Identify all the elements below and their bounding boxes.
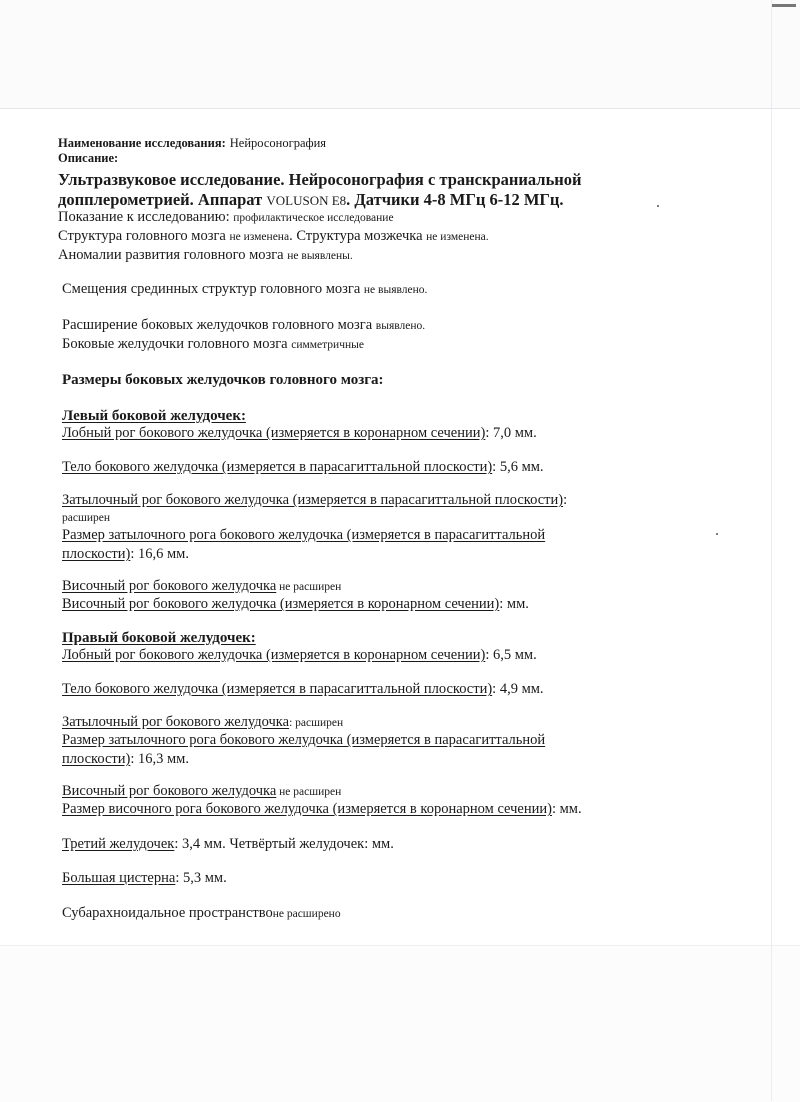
midline-label: Смещения срединных структур головного мозга [62, 281, 364, 297]
left-body-value: : 5,6 мм. [492, 459, 544, 475]
subarachnoid-label: Субарахноидальное пространство [62, 905, 273, 921]
left-temporal-line [62, 578, 341, 595]
left-temporal-value: не расширен [276, 581, 342, 593]
right-temporal-size-label: Размер височного рога бокового желудочка (измеряется в коронарном сечении) [62, 801, 552, 817]
left-body-label: Тело бокового желудочка (измеряется в парасагиттальной плоскости) [62, 459, 493, 475]
left-occipital-label: Затылочный рог бокового желудочка (измеряется в парасагиттальной плоскости) [62, 492, 564, 508]
study-name-value: Нейросонография [229, 136, 327, 150]
third-ventricle-label: Третий желудочек [62, 836, 175, 852]
scan-top-margin [0, 0, 800, 109]
left-temporal-size-label: Височный рог бокового желудочка (измеряется в коронарном сечении) [62, 596, 500, 612]
midline-value: не выявлено. [363, 284, 428, 296]
left-occipital-colon: : [563, 492, 568, 508]
right-ventricle-heading: Правый боковой желудочек: [62, 630, 256, 646]
right-occipital-size-line-1 [62, 732, 545, 749]
brain-structure-label: Структура головного мозга [58, 228, 230, 244]
left-frontal-value: : 7,0 мм. [485, 425, 537, 441]
anomalies-label: Аномалии развития головного мозга [58, 247, 288, 263]
right-occipital-value: : расширен [289, 717, 344, 729]
intro-line-2-sensors: . Датчики 4-8 МГц 6-12 МГц. [346, 190, 564, 209]
indication-label: Показание к исследованию: [58, 209, 234, 225]
cisterna-label: Большая цистерна [62, 870, 176, 886]
left-temporal-label: Височный рог бокового желудочка [62, 578, 277, 594]
right-occipital-line [62, 714, 343, 731]
third-ventricle-value: : 3,4 мм. Четвёртый желудочек: мм. [174, 836, 394, 852]
intro-line-2-text: допплерометрией. Аппарат [58, 190, 267, 209]
left-ventricle-heading: Левый боковой желудочек: [62, 408, 246, 424]
scan-speck [716, 533, 718, 535]
scan-speck [657, 205, 659, 207]
symmetry-line [62, 336, 364, 353]
dilation-line [62, 317, 425, 334]
right-frontal-value: : 6,5 мм. [485, 647, 537, 663]
structure-line [58, 228, 489, 245]
cerebellum-label: . Структура мозжечка [289, 228, 427, 244]
cerebellum-value: не изменена. [426, 231, 489, 243]
right-occipital-label: Затылочный рог бокового желудочка [62, 714, 290, 730]
midline-line [62, 281, 427, 298]
left-occipital-size-label-1: Размер затылочного рога бокового желудочка (измеряется в парасагиттальной [62, 527, 546, 543]
anomalies-value: не выявлены. [287, 250, 353, 262]
right-temporal-size-value: : мм. [551, 801, 582, 817]
study-name-label: Наименование исследования: [58, 136, 226, 150]
device-name: VOLUSON E8 [266, 193, 347, 208]
right-body-label: Тело бокового желудочка (измеряется в парасагиттальной плоскости) [62, 681, 493, 697]
dilation-label: Расширение боковых желудочков головного мозга [62, 317, 376, 333]
intro-line-2 [58, 190, 564, 210]
study-name-line [58, 134, 326, 152]
anomalies-line [58, 247, 353, 264]
left-occipital-line [62, 492, 567, 509]
right-frontal-line [62, 647, 537, 664]
right-occipital-size-line-2 [62, 751, 189, 768]
left-occipital-size-line-1 [62, 527, 545, 544]
right-temporal-label: Височный рог бокового желудочка [62, 783, 277, 799]
brain-structure-value: не изменена [229, 231, 290, 243]
subarachnoid-value: не расширено [272, 908, 341, 920]
scan-page-edge [771, 0, 772, 1101]
left-temporal-size-line [62, 596, 529, 613]
subarachnoid-line [62, 905, 341, 922]
left-temporal-size-value: : мм. [499, 596, 529, 612]
right-occipital-size-label-1: Размер затылочного рога бокового желудочка (измеряется в парасагиттальной [62, 732, 546, 748]
right-occipital-size-label-2: плоскости) [62, 751, 131, 767]
dilation-value: выявлено. [375, 320, 426, 332]
left-occipital-size-value: : 16,6 мм. [130, 546, 189, 562]
right-temporal-value: не расширен [276, 786, 342, 798]
left-occipital-size-line-2 [62, 546, 189, 563]
right-occipital-size-value: : 16,3 мм. [130, 751, 189, 767]
scan-bottom-margin [0, 945, 800, 1102]
left-occipital-size-label-2: плоскости) [62, 546, 131, 562]
right-body-value: : 4,9 мм. [492, 681, 544, 697]
intro-line-1: Ультразвуковое исследование. Нейросонография с транскраниальной [58, 170, 582, 189]
right-temporal-line [62, 783, 341, 800]
left-occipital-value: расширен [62, 512, 110, 524]
left-frontal-label: Лобный рог бокового желудочка (измеряется в коронарном сечении) [62, 425, 486, 441]
right-body-line [62, 681, 544, 698]
scan-corner-mark [772, 4, 796, 7]
right-frontal-label: Лобный рог бокового желудочка (измеряется в коронарном сечении) [62, 647, 486, 663]
sizes-heading: Размеры боковых желудочков головного мозга: [62, 372, 384, 388]
indication-value: профилактическое исследование [233, 212, 394, 224]
description-label: Описание: [58, 151, 119, 165]
symmetry-value: симметричные [291, 339, 364, 351]
cisterna-line [62, 870, 227, 887]
cisterna-value: : 5,3 мм. [175, 870, 227, 886]
third-ventricle-line [62, 836, 394, 853]
right-temporal-size-line [62, 801, 582, 818]
indication-line [58, 209, 394, 226]
symmetry-label: Боковые желудочки головного мозга [62, 336, 292, 352]
left-frontal-line [62, 425, 537, 442]
left-body-line [62, 459, 544, 476]
